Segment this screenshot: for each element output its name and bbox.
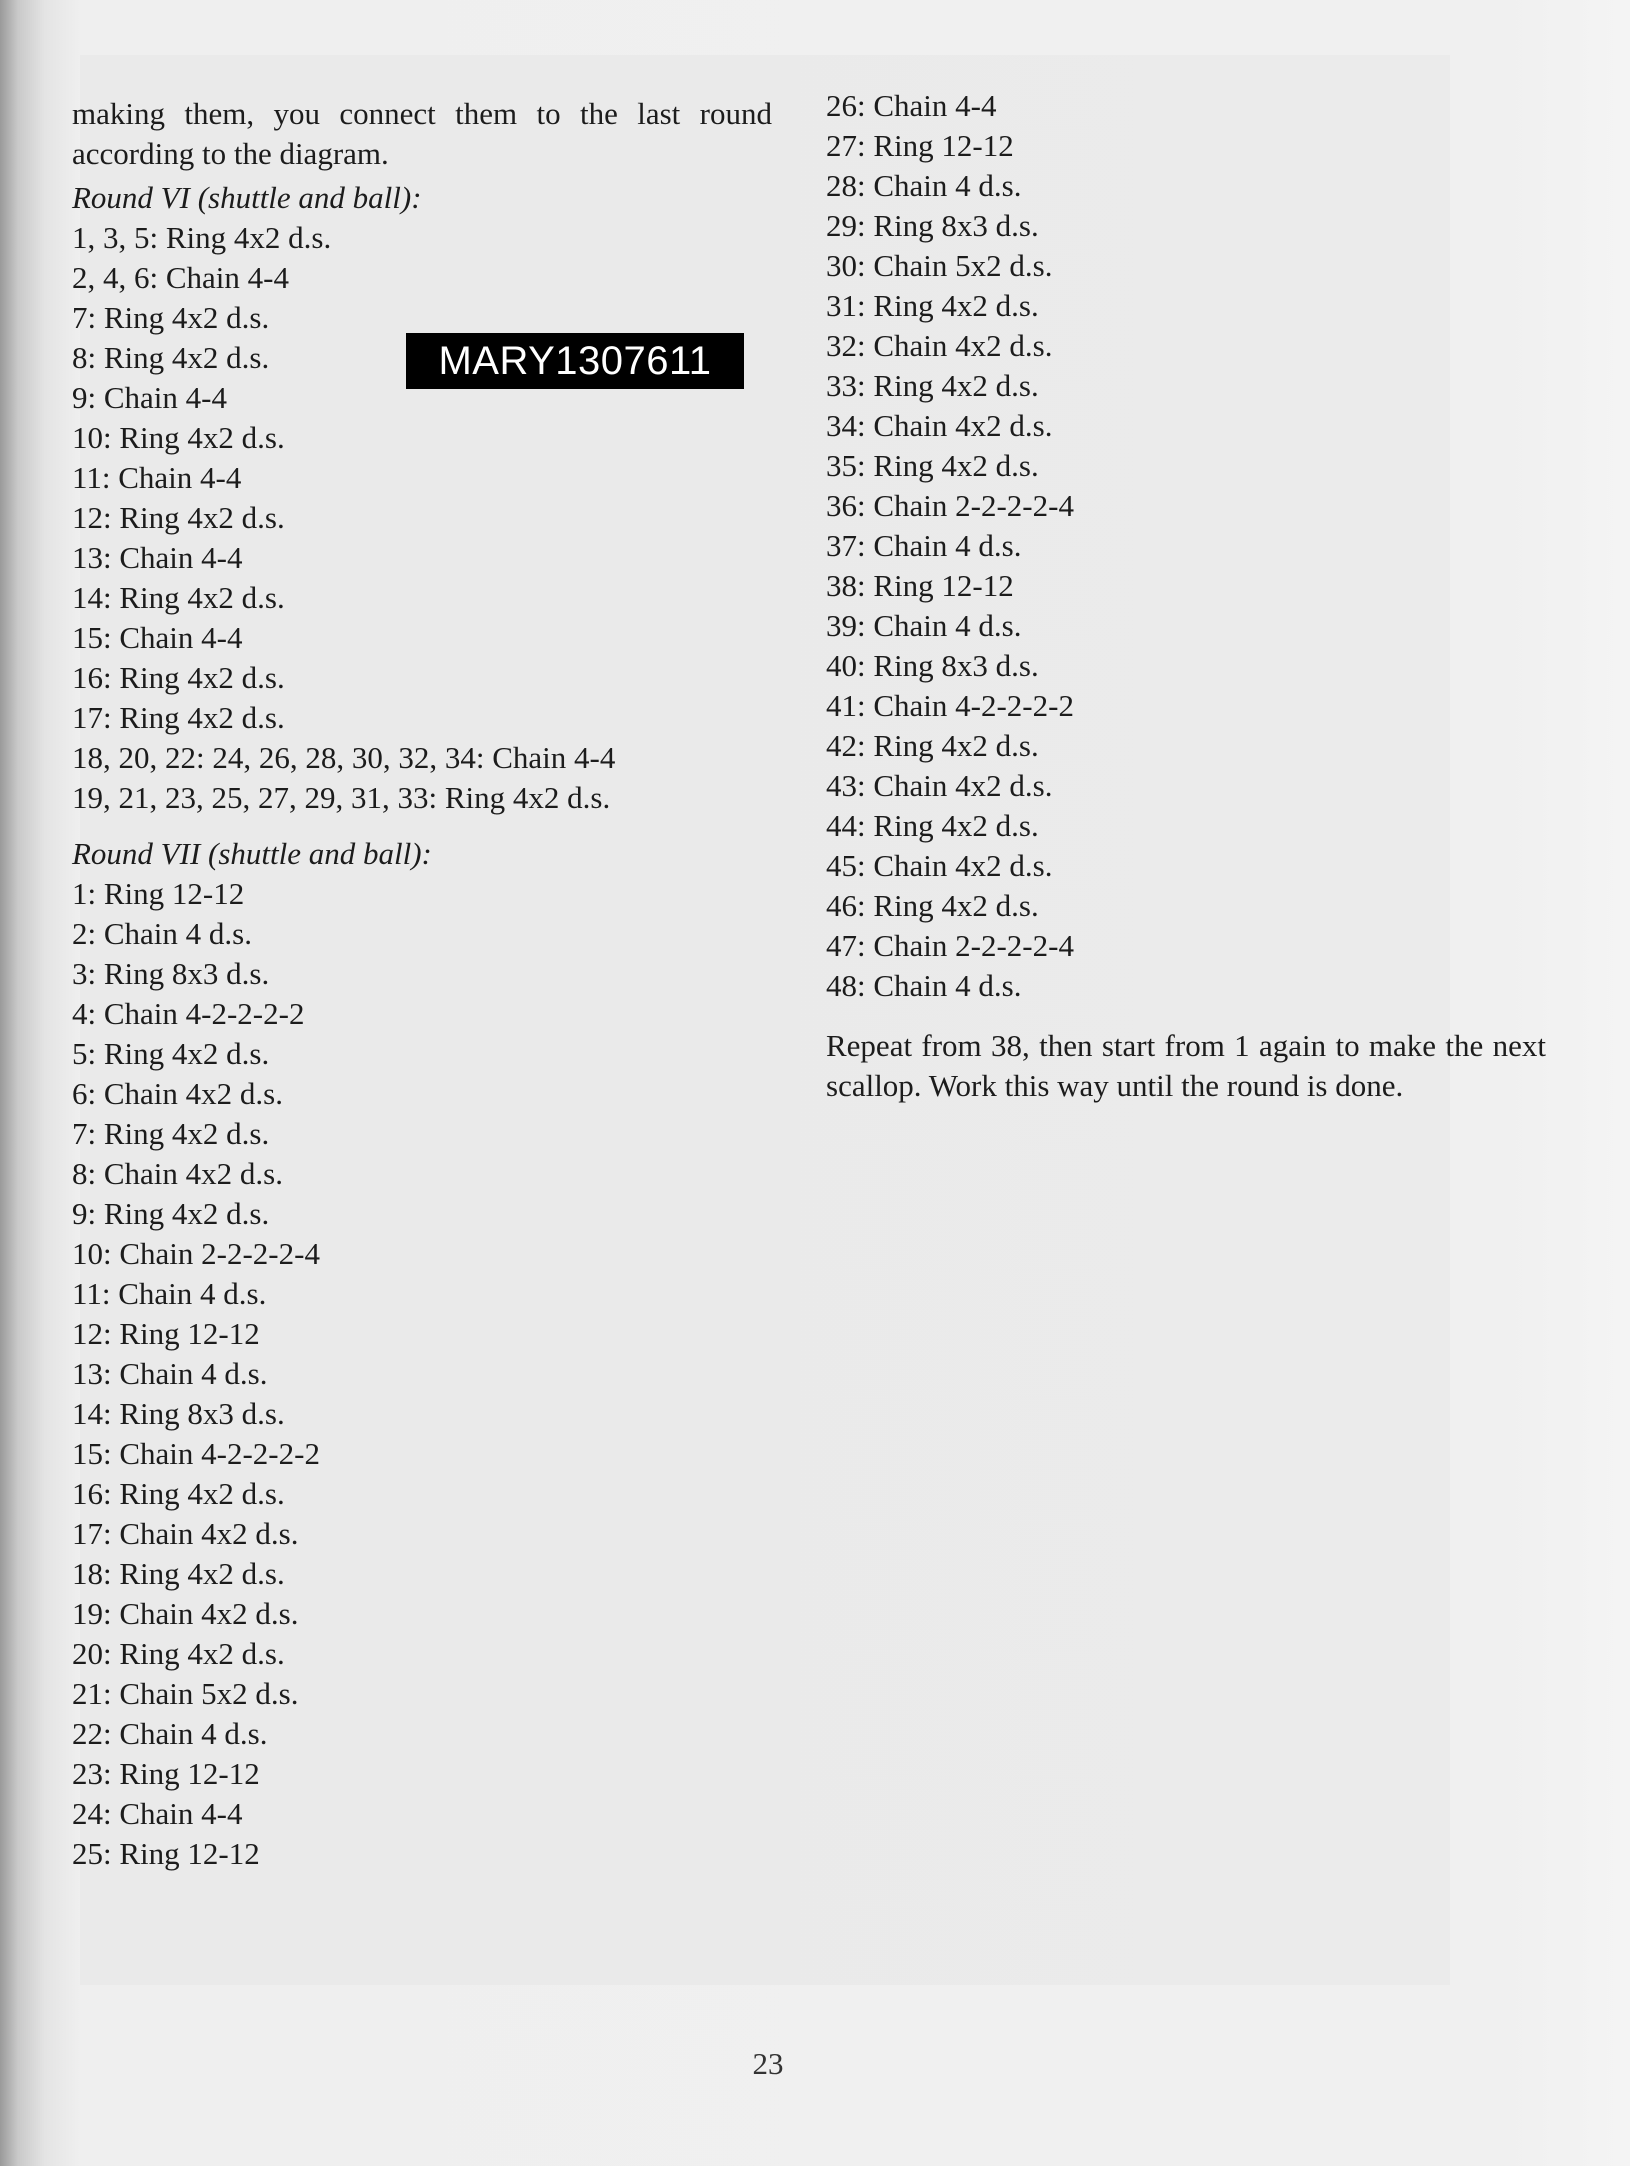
closing-paragraph: Repeat from 38, then start from 1 again to make the next scallop. Work this way until the round is done.: [826, 1028, 1546, 1103]
instruction-line: 36: Chain 2-2-2-2-4: [826, 488, 1074, 523]
instruction-line: 14: Ring 4x2 d.s.: [72, 580, 285, 615]
instruction-line: 46: Ring 4x2 d.s.: [826, 888, 1039, 923]
instruction-line: 38: Ring 12-12: [826, 568, 1014, 603]
round-7-list-right: [826, 86, 1546, 1006]
instruction-line: 13: Chain 4 d.s.: [72, 1356, 268, 1391]
round-7-heading: Round VII (shuttle and ball):: [72, 836, 432, 871]
instruction-line: 10: Ring 4x2 d.s.: [72, 420, 285, 455]
instruction-line: 13: Chain 4-4: [72, 540, 243, 575]
instruction-line: 29: Ring 8x3 d.s.: [826, 208, 1039, 243]
instruction-line: 11: Chain 4-4: [72, 460, 242, 495]
instruction-line: 48: Chain 4 d.s.: [826, 968, 1022, 1003]
watermark-label: MARY1307611: [406, 333, 744, 389]
instruction-line: 30: Chain 5x2 d.s.: [826, 248, 1053, 283]
instruction-line: 23: Ring 12-12: [72, 1756, 260, 1791]
instruction-line: 22: Chain 4 d.s.: [72, 1716, 268, 1751]
instruction-line: 17: Chain 4x2 d.s.: [72, 1516, 299, 1551]
instruction-line: 9: Ring 4x2 d.s.: [72, 1196, 270, 1231]
intro-paragraph: making them, you connect them to the last round according to the diagram.: [72, 96, 772, 171]
instruction-line: 20: Ring 4x2 d.s.: [72, 1636, 285, 1671]
instruction-line: 1: Ring 12-12: [72, 876, 245, 911]
instruction-line: 2: Chain 4 d.s.: [72, 916, 252, 951]
instruction-line: 16: Ring 4x2 d.s.: [72, 1476, 285, 1511]
instruction-line: 31: Ring 4x2 d.s.: [826, 288, 1039, 323]
instruction-line: 1, 3, 5: Ring 4x2 d.s.: [72, 220, 332, 255]
round-6-heading: Round VI (shuttle and ball):: [72, 180, 422, 215]
instruction-line: 44: Ring 4x2 d.s.: [826, 808, 1039, 843]
instruction-line: 41: Chain 4-2-2-2-2: [826, 688, 1074, 723]
instruction-line: 43: Chain 4x2 d.s.: [826, 768, 1053, 803]
instruction-line: 8: Ring 4x2 d.s.: [72, 340, 270, 375]
instruction-line: 33: Ring 4x2 d.s.: [826, 368, 1039, 403]
instruction-line: 11: Chain 4 d.s.: [72, 1276, 267, 1311]
instruction-line: 40: Ring 8x3 d.s.: [826, 648, 1039, 683]
instruction-line: 21: Chain 5x2 d.s.: [72, 1676, 299, 1711]
instruction-line: 28: Chain 4 d.s.: [826, 168, 1022, 203]
instruction-line: 2, 4, 6: Chain 4-4: [72, 260, 289, 295]
instruction-line: 3: Ring 8x3 d.s.: [72, 956, 270, 991]
instruction-line: 9: Chain 4-4: [72, 380, 227, 415]
instruction-line: 42: Ring 4x2 d.s.: [826, 728, 1039, 763]
instruction-line: 10: Chain 2-2-2-2-4: [72, 1236, 320, 1271]
instruction-line: 19, 21, 23, 25, 27, 29, 31, 33: Ring 4x2 d.s.: [72, 780, 611, 815]
instruction-line: 18: Ring 4x2 d.s.: [72, 1556, 285, 1591]
instruction-line: 16: Ring 4x2 d.s.: [72, 660, 285, 695]
instruction-line: 24: Chain 4-4: [72, 1796, 243, 1831]
instruction-line: 32: Chain 4x2 d.s.: [826, 328, 1053, 363]
instruction-line: 27: Ring 12-12: [826, 128, 1014, 163]
instruction-line: 8: Chain 4x2 d.s.: [72, 1156, 283, 1191]
instruction-line: 35: Ring 4x2 d.s.: [826, 448, 1039, 483]
instruction-line: 47: Chain 2-2-2-2-4: [826, 928, 1074, 963]
instruction-line: 6: Chain 4x2 d.s.: [72, 1076, 283, 1111]
instruction-line: 39: Chain 4 d.s.: [826, 608, 1022, 643]
instruction-line: 15: Chain 4-4: [72, 620, 243, 655]
instruction-line: 37: Chain 4 d.s.: [826, 528, 1022, 563]
round-6-list: [72, 218, 772, 818]
instruction-line: 7: Ring 4x2 d.s.: [72, 1116, 270, 1151]
instruction-line: 45: Chain 4x2 d.s.: [826, 848, 1053, 883]
instruction-line: 12: Ring 4x2 d.s.: [72, 500, 285, 535]
instruction-line: 26: Chain 4-4: [826, 88, 997, 123]
page-number: 23: [752, 2046, 784, 2081]
instruction-line: 12: Ring 12-12: [72, 1316, 260, 1351]
instruction-line: 15: Chain 4-2-2-2-2: [72, 1436, 320, 1471]
instruction-line: 18, 20, 22: 24, 26, 28, 30, 32, 34: Chain 4-4: [72, 740, 616, 775]
round-7-list-left: [72, 874, 772, 1874]
right-column: [826, 86, 1546, 1106]
instruction-line: 5: Ring 4x2 d.s.: [72, 1036, 270, 1071]
instruction-line: 19: Chain 4x2 d.s.: [72, 1596, 299, 1631]
instruction-line: 4: Chain 4-2-2-2-2: [72, 996, 305, 1031]
instruction-line: 17: Ring 4x2 d.s.: [72, 700, 285, 735]
instruction-line: 34: Chain 4x2 d.s.: [826, 408, 1053, 443]
instruction-line: 7: Ring 4x2 d.s.: [72, 300, 270, 335]
instruction-line: 25: Ring 12-12: [72, 1836, 260, 1871]
instruction-line: 14: Ring 8x3 d.s.: [72, 1396, 285, 1431]
